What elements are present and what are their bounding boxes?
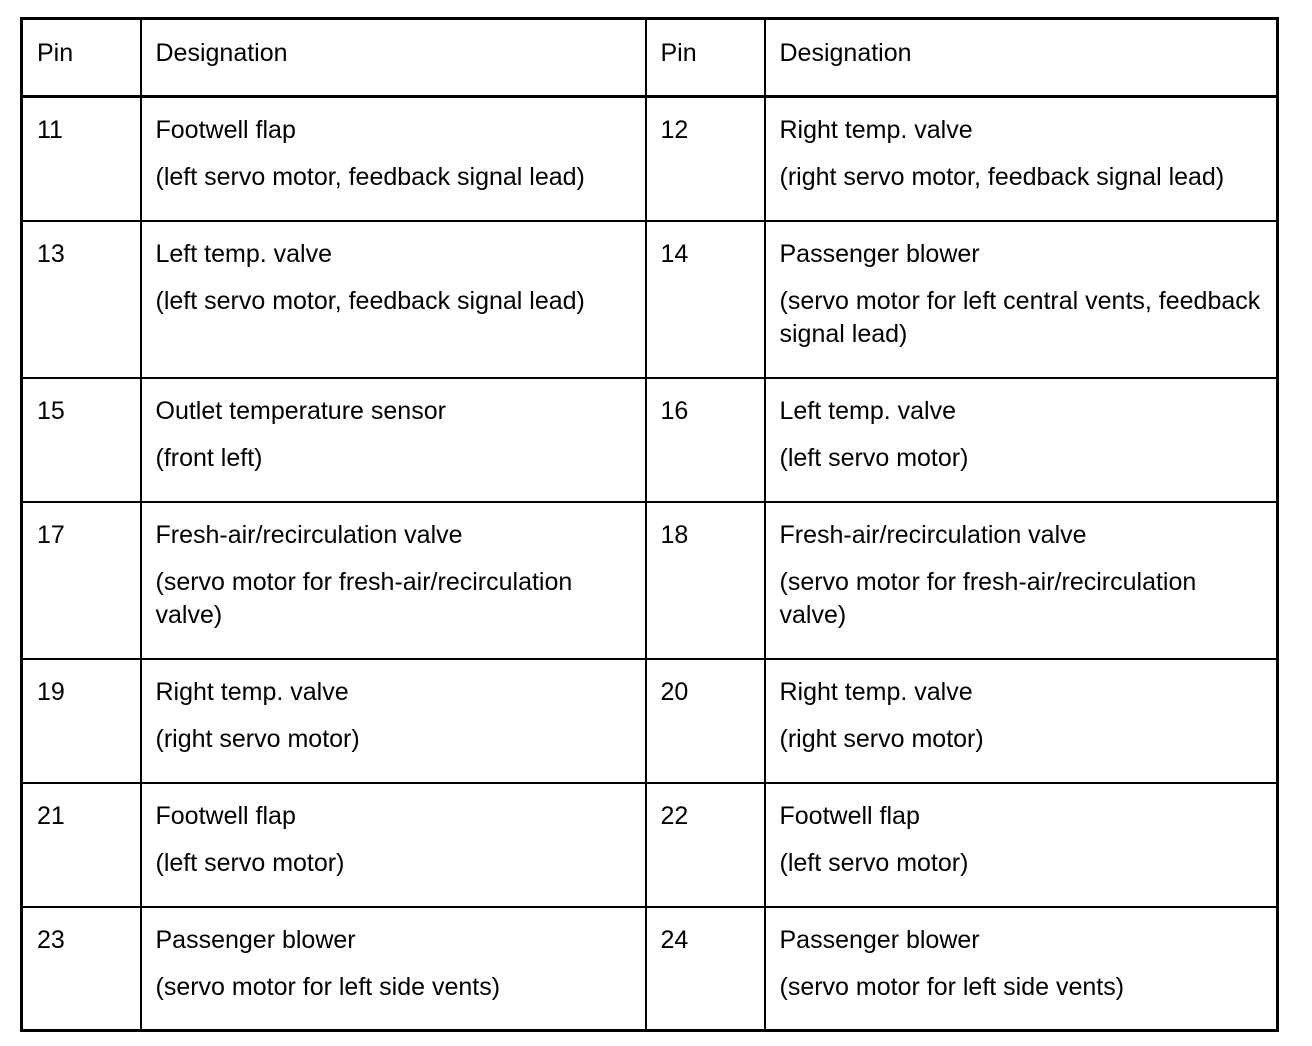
pin-number: 20 bbox=[646, 659, 765, 783]
column-header-designation: Designation bbox=[141, 19, 646, 97]
designation-detail: (servo motor for left central vents, feedback signal lead) bbox=[779, 286, 1261, 348]
designation-detail: (right servo motor) bbox=[779, 724, 984, 753]
pin-number: 23 bbox=[22, 907, 141, 1031]
designation-title: Fresh-air/recirculation valve bbox=[155, 520, 463, 549]
pin-designation bbox=[141, 378, 646, 502]
designation-detail: (servo motor for fresh-air/recirculation valve) bbox=[779, 567, 1197, 629]
designation-title: Passenger blower bbox=[779, 239, 980, 268]
pin-designation bbox=[765, 907, 1278, 1031]
pin-number: 11 bbox=[22, 97, 141, 221]
designation-detail: (servo motor for left side vents) bbox=[155, 972, 501, 1001]
pin-designation bbox=[141, 783, 646, 907]
table-row bbox=[22, 783, 1278, 907]
pin-designation bbox=[141, 659, 646, 783]
designation-detail: (left servo motor) bbox=[779, 443, 969, 472]
pin-designation bbox=[765, 502, 1278, 659]
pin-number: 14 bbox=[646, 221, 765, 378]
designation-title: Right temp. valve bbox=[779, 677, 973, 706]
table-row bbox=[22, 97, 1278, 221]
pin-number: 13 bbox=[22, 221, 141, 378]
designation-detail: (servo motor for left side vents) bbox=[779, 972, 1125, 1001]
pin-designation bbox=[765, 659, 1278, 783]
pin-designation bbox=[141, 907, 646, 1031]
designation-detail: (servo motor for fresh-air/recirculation valve) bbox=[155, 567, 573, 629]
designation-title: Left temp. valve bbox=[779, 396, 956, 425]
pin-designation bbox=[765, 783, 1278, 907]
designation-title: Right temp. valve bbox=[779, 116, 973, 144]
pin-assignment-table bbox=[20, 17, 1279, 1032]
pin-designation bbox=[141, 502, 646, 659]
table-row bbox=[22, 502, 1278, 659]
pin-designation bbox=[765, 97, 1278, 221]
designation-title: Fresh-air/recirculation valve bbox=[779, 520, 1087, 549]
pin-number: 15 bbox=[22, 378, 141, 502]
designation-title: Footwell flap bbox=[155, 116, 296, 144]
pin-number: 18 bbox=[646, 502, 765, 659]
table-header-row bbox=[22, 19, 1278, 97]
designation-title: Footwell flap bbox=[155, 801, 296, 830]
designation-title: Outlet temperature sensor bbox=[155, 396, 446, 425]
pin-designation bbox=[141, 97, 646, 221]
pin-designation bbox=[141, 221, 646, 378]
pin-designation bbox=[765, 378, 1278, 502]
pin-number: 22 bbox=[646, 783, 765, 907]
pin-number: 19 bbox=[22, 659, 141, 783]
column-header-pin: Pin bbox=[22, 19, 141, 97]
pin-number: 21 bbox=[22, 783, 141, 907]
designation-title: Right temp. valve bbox=[155, 677, 349, 706]
pin-number: 17 bbox=[22, 502, 141, 659]
pin-number: 24 bbox=[646, 907, 765, 1031]
table-row bbox=[22, 659, 1278, 783]
column-header-designation: Designation bbox=[765, 19, 1278, 97]
pin-number: 12 bbox=[646, 97, 765, 221]
designation-detail: (left servo motor) bbox=[779, 848, 969, 877]
designation-detail: (front left) bbox=[155, 443, 263, 472]
column-header-pin: Pin bbox=[646, 19, 765, 97]
designation-detail: (left servo motor, feedback signal lead) bbox=[155, 286, 585, 315]
designation-title: Footwell flap bbox=[779, 801, 920, 830]
designation-detail: (left servo motor, feedback signal lead) bbox=[155, 163, 585, 191]
designation-detail: (left servo motor) bbox=[155, 848, 345, 877]
table-row bbox=[22, 221, 1278, 378]
table-row bbox=[22, 907, 1278, 1031]
designation-title: Passenger blower bbox=[779, 925, 980, 954]
pin-designation bbox=[765, 221, 1278, 378]
designation-title: Left temp. valve bbox=[155, 239, 332, 268]
designation-detail: (right servo motor, feedback signal lead) bbox=[779, 163, 1225, 191]
designation-detail: (right servo motor) bbox=[155, 724, 360, 753]
table-row bbox=[22, 378, 1278, 502]
designation-title: Passenger blower bbox=[155, 925, 356, 954]
pin-number: 16 bbox=[646, 378, 765, 502]
